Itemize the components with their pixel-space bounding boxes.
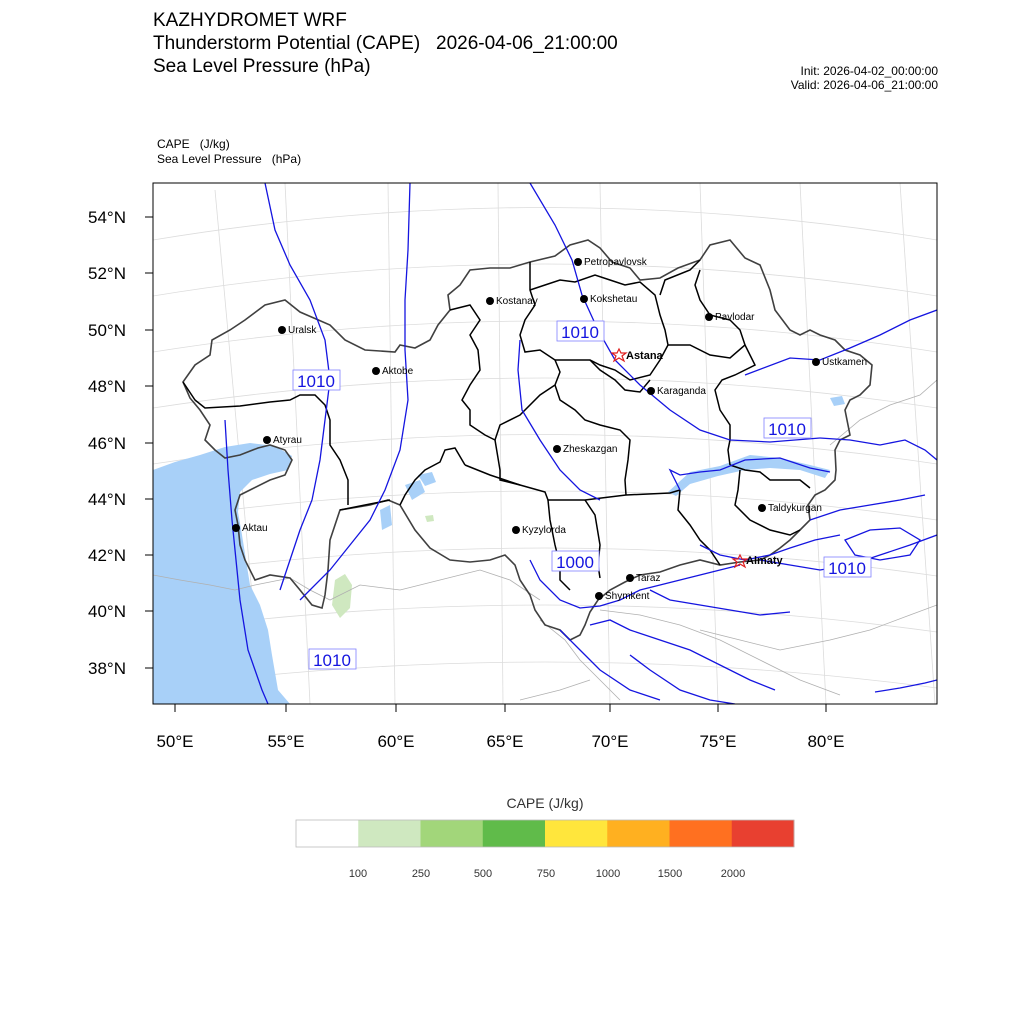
- city-label: Karaganda: [657, 386, 706, 397]
- colorbar-swatch: [358, 820, 421, 847]
- city-zheskazgan: [553, 444, 617, 455]
- colorbar-swatch: [670, 820, 733, 847]
- city-label: Taldykurgan: [768, 503, 822, 514]
- city-label: Atyrau: [273, 435, 302, 446]
- city-label: Kokshetau: [590, 294, 638, 305]
- lat-label: 48°N: [88, 377, 126, 396]
- city-label: Almaty: [746, 555, 783, 567]
- lon-label: 80°E: [807, 732, 845, 751]
- city-label: Zheskazgan: [563, 444, 618, 455]
- title-line-3: Sea Level Pressure (hPa): [153, 56, 371, 77]
- colorbar-swatch: [545, 820, 608, 847]
- city-label: Petropavlovsk: [584, 257, 647, 268]
- lat-ticks: [145, 217, 153, 668]
- contour-label-text: 1010: [297, 372, 335, 391]
- colorbar-swatches: [296, 820, 795, 847]
- city-label: Ustkamen: [822, 357, 868, 368]
- contour-label-text: 1010: [828, 559, 866, 578]
- contour-label-box: [557, 321, 604, 342]
- colorbar-tick: 1000: [595, 868, 621, 880]
- colorbar-tick: 500: [473, 868, 493, 880]
- city-label: Aktobe: [382, 366, 414, 377]
- contour-label-text: 1010: [561, 323, 599, 342]
- colorbar-swatch: [607, 820, 670, 847]
- title-time: 2026-04-06_21:00:00: [436, 33, 618, 54]
- lat-label: 50°N: [88, 321, 126, 340]
- cape-name: CAPE: [157, 137, 190, 151]
- lat-label: 54°N: [88, 208, 126, 227]
- init-time: Init: 2026-04-02_00:00:00: [800, 64, 938, 78]
- lat-axis: [88, 208, 153, 678]
- colorbar-tick: 100: [348, 868, 368, 880]
- title-line-1: KAZHYDROMET WRF: [153, 10, 347, 31]
- colorbar-tick: 1500: [657, 868, 683, 880]
- contour-label-box: [552, 551, 599, 572]
- lon-label: 60°E: [377, 732, 415, 751]
- contour-label-box: [293, 370, 340, 391]
- colorbar-swatch: [483, 820, 546, 847]
- contour-label-text: 1010: [768, 420, 806, 439]
- colorbar-swatch: [296, 820, 359, 847]
- city-label: Taraz: [636, 573, 661, 584]
- colorbar-tick: 2000: [720, 868, 746, 880]
- colorbar-swatch: [732, 820, 795, 847]
- colorbar-swatch: [421, 820, 484, 847]
- city-label: Aktau: [242, 523, 268, 534]
- contour-label-box: [824, 557, 871, 578]
- slp-unit: (hPa): [271, 152, 302, 166]
- city-label: Kyzylorda: [522, 525, 566, 536]
- lon-label: 55°E: [267, 732, 305, 751]
- colorbar: [296, 795, 795, 880]
- contour-label-box: [309, 649, 356, 670]
- city-taldykurgan: [758, 503, 822, 514]
- lon-ticks: [175, 704, 826, 712]
- lat-label: 46°N: [88, 434, 126, 453]
- lat-label: 44°N: [88, 490, 126, 509]
- city-label: Pavlodar: [715, 312, 755, 323]
- colorbar-title: CAPE (J/kg): [506, 795, 584, 811]
- lon-axis: [156, 704, 844, 751]
- contour-label-box: [764, 418, 811, 439]
- lat-label: 52°N: [88, 264, 126, 283]
- lat-label: 38°N: [88, 659, 126, 678]
- city-label: Astana: [626, 350, 663, 362]
- contour-label-text: 1010: [313, 651, 351, 670]
- city-label: Shymkent: [605, 591, 650, 602]
- contour-label-text: 1000: [556, 553, 594, 572]
- lon-label: 70°E: [591, 732, 629, 751]
- colorbar-tick: 750: [536, 868, 556, 880]
- lat-label: 42°N: [88, 546, 126, 565]
- lat-label: 40°N: [88, 602, 126, 621]
- valid-time: Valid: 2026-04-06_21:00:00: [790, 78, 938, 92]
- slp-name: Sea Level Pressure: [157, 152, 262, 166]
- colorbar-tick: 250: [411, 868, 431, 880]
- lon-label: 75°E: [699, 732, 737, 751]
- cape-unit: (J/kg): [199, 137, 230, 151]
- title-field: Thunderstorm Potential (CAPE): [153, 33, 421, 54]
- lon-label: 50°E: [156, 732, 194, 751]
- map-background: [153, 183, 937, 704]
- city-petropavlovsk: [574, 257, 648, 268]
- lon-label: 65°E: [486, 732, 524, 751]
- city-label: Kostanay: [496, 296, 538, 307]
- city-label: Uralsk: [288, 325, 317, 336]
